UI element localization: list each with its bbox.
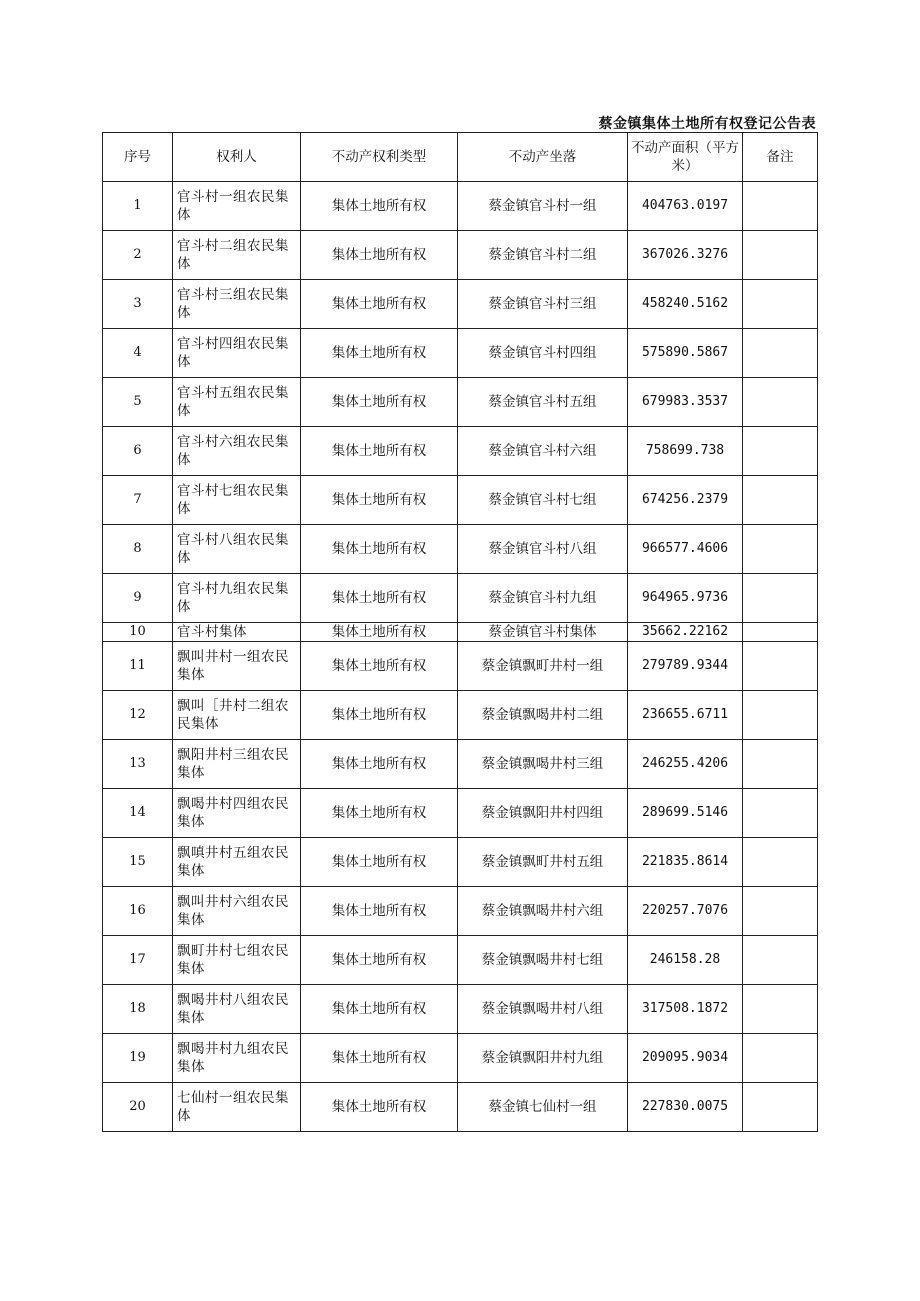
cell-location: 蔡金镇飘喝井村二组 xyxy=(458,691,628,740)
cell-no: 19 xyxy=(103,1034,173,1083)
cell-area: 317508.1872 xyxy=(628,985,743,1034)
cell-no: 2 xyxy=(103,231,173,280)
cell-type: 集体土地所有权 xyxy=(301,182,458,231)
cell-type: 集体土地所有权 xyxy=(301,985,458,1034)
cell-type: 集体土地所有权 xyxy=(301,1083,458,1132)
cell-no: 4 xyxy=(103,329,173,378)
cell-type: 集体土地所有权 xyxy=(301,887,458,936)
cell-no: 7 xyxy=(103,476,173,525)
cell-owner: 官斗村集体 xyxy=(173,623,301,642)
cell-owner: 七仙村一组农民集体 xyxy=(173,1083,301,1132)
cell-owner: 官斗村三组农民集体 xyxy=(173,280,301,329)
cell-no: 5 xyxy=(103,378,173,427)
table-row xyxy=(103,623,818,642)
table-row xyxy=(103,1083,818,1132)
cell-area: 279789.9344 xyxy=(628,642,743,691)
cell-location: 蔡金镇官斗村二组 xyxy=(458,231,628,280)
cell-note xyxy=(743,574,818,623)
cell-note xyxy=(743,1083,818,1132)
table-row xyxy=(103,476,818,525)
cell-type: 集体土地所有权 xyxy=(301,525,458,574)
table-row xyxy=(103,740,818,789)
cell-area: 221835.8614 xyxy=(628,838,743,887)
cell-location: 蔡金镇飘喝井村八组 xyxy=(458,985,628,1034)
cell-no: 16 xyxy=(103,887,173,936)
table-row xyxy=(103,231,818,280)
cell-note xyxy=(743,740,818,789)
cell-no: 12 xyxy=(103,691,173,740)
cell-no: 14 xyxy=(103,789,173,838)
cell-no: 20 xyxy=(103,1083,173,1132)
cell-type: 集体土地所有权 xyxy=(301,329,458,378)
cell-owner: 飘嗔井村五组农民集体 xyxy=(173,838,301,887)
table-row xyxy=(103,280,818,329)
cell-no: 9 xyxy=(103,574,173,623)
cell-area: 246158.28 xyxy=(628,936,743,985)
cell-note xyxy=(743,985,818,1034)
header-no: 序号 xyxy=(103,133,173,182)
cell-area: 246255.4206 xyxy=(628,740,743,789)
header-type: 不动产权利类型 xyxy=(301,133,458,182)
cell-type: 集体土地所有权 xyxy=(301,838,458,887)
table-row xyxy=(103,427,818,476)
cell-note xyxy=(743,936,818,985)
cell-area: 209095.9034 xyxy=(628,1034,743,1083)
cell-type: 集体土地所有权 xyxy=(301,623,458,642)
cell-location: 蔡金镇飘喝井村七组 xyxy=(458,936,628,985)
table-row xyxy=(103,525,818,574)
cell-note xyxy=(743,789,818,838)
cell-type: 集体土地所有权 xyxy=(301,1034,458,1083)
table-row xyxy=(103,1034,818,1083)
cell-owner: 官斗村八组农民集体 xyxy=(173,525,301,574)
cell-no: 8 xyxy=(103,525,173,574)
cell-note xyxy=(743,280,818,329)
cell-type: 集体土地所有权 xyxy=(301,740,458,789)
cell-location: 蔡金镇官斗村六组 xyxy=(458,427,628,476)
cell-owner: 官斗村九组农民集体 xyxy=(173,574,301,623)
cell-owner: 飘叫井村六组农民集体 xyxy=(173,887,301,936)
cell-no: 10 xyxy=(103,623,173,642)
cell-type: 集体土地所有权 xyxy=(301,427,458,476)
cell-no: 17 xyxy=(103,936,173,985)
table-row xyxy=(103,936,818,985)
cell-owner: 官斗村七组农民集体 xyxy=(173,476,301,525)
table-row xyxy=(103,691,818,740)
cell-location: 蔡金镇飘喝井村六组 xyxy=(458,887,628,936)
cell-note xyxy=(743,642,818,691)
cell-note xyxy=(743,887,818,936)
cell-type: 集体土地所有权 xyxy=(301,574,458,623)
cell-area: 35662.22162 xyxy=(628,623,743,642)
cell-location: 蔡金镇七仙村一组 xyxy=(458,1083,628,1132)
cell-owner: 官斗村五组农民集体 xyxy=(173,378,301,427)
cell-no: 18 xyxy=(103,985,173,1034)
cell-type: 集体土地所有权 xyxy=(301,642,458,691)
cell-area: 220257.7076 xyxy=(628,887,743,936)
header-area: 不动产面积（平方米） xyxy=(628,133,743,182)
cell-note xyxy=(743,427,818,476)
cell-note xyxy=(743,182,818,231)
cell-location: 蔡金镇官斗村七组 xyxy=(458,476,628,525)
table-row xyxy=(103,838,818,887)
cell-area: 404763.0197 xyxy=(628,182,743,231)
cell-area: 236655.6711 xyxy=(628,691,743,740)
cell-note xyxy=(743,378,818,427)
cell-location: 蔡金镇官斗村四组 xyxy=(458,329,628,378)
cell-owner: 飘喝井村八组农民集体 xyxy=(173,985,301,1034)
header-location: 不动产坐落 xyxy=(458,133,628,182)
cell-owner: 飘町井村七组农民集体 xyxy=(173,936,301,985)
table-row xyxy=(103,985,818,1034)
table-row xyxy=(103,378,818,427)
cell-type: 集体土地所有权 xyxy=(301,476,458,525)
cell-owner: 飘喝井村九组农民集体 xyxy=(173,1034,301,1083)
cell-type: 集体土地所有权 xyxy=(301,691,458,740)
cell-location: 蔡金镇官斗村八组 xyxy=(458,525,628,574)
table-row xyxy=(103,887,818,936)
cell-no: 13 xyxy=(103,740,173,789)
cell-note xyxy=(743,329,818,378)
cell-owner: 飘叫井村一组农民集体 xyxy=(173,642,301,691)
cell-location: 蔡金镇飘町井村五组 xyxy=(458,838,628,887)
table-row xyxy=(103,642,818,691)
cell-area: 458240.5162 xyxy=(628,280,743,329)
cell-area: 367026.3276 xyxy=(628,231,743,280)
table-row xyxy=(103,789,818,838)
cell-owner: 官斗村六组农民集体 xyxy=(173,427,301,476)
table-header-row xyxy=(103,133,818,182)
cell-area: 289699.5146 xyxy=(628,789,743,838)
registration-table xyxy=(102,132,818,1132)
cell-note xyxy=(743,476,818,525)
cell-type: 集体土地所有权 xyxy=(301,231,458,280)
cell-note xyxy=(743,231,818,280)
cell-location: 蔡金镇官斗村五组 xyxy=(458,378,628,427)
cell-area: 966577.4606 xyxy=(628,525,743,574)
cell-area: 227830.0075 xyxy=(628,1083,743,1132)
cell-owner: 飘喝井村四组农民集体 xyxy=(173,789,301,838)
cell-type: 集体土地所有权 xyxy=(301,936,458,985)
cell-type: 集体土地所有权 xyxy=(301,789,458,838)
cell-type: 集体土地所有权 xyxy=(301,378,458,427)
cell-no: 6 xyxy=(103,427,173,476)
cell-no: 15 xyxy=(103,838,173,887)
cell-note xyxy=(743,691,818,740)
header-note: 备注 xyxy=(743,133,818,182)
cell-location: 蔡金镇官斗村集体 xyxy=(458,623,628,642)
cell-location: 蔡金镇官斗村一组 xyxy=(458,182,628,231)
cell-owner: 飘阳井村三组农民集体 xyxy=(173,740,301,789)
cell-area: 679983.3537 xyxy=(628,378,743,427)
cell-type: 集体土地所有权 xyxy=(301,280,458,329)
cell-no: 3 xyxy=(103,280,173,329)
cell-note xyxy=(743,623,818,642)
table-row xyxy=(103,329,818,378)
cell-owner: 官斗村二组农民集体 xyxy=(173,231,301,280)
cell-note xyxy=(743,525,818,574)
cell-note xyxy=(743,838,818,887)
cell-location: 蔡金镇官斗村九组 xyxy=(458,574,628,623)
cell-location: 蔡金镇飘阳井村四组 xyxy=(458,789,628,838)
cell-no: 1 xyxy=(103,182,173,231)
cell-area: 575890.5867 xyxy=(628,329,743,378)
cell-owner: 官斗村一组农民集体 xyxy=(173,182,301,231)
cell-location: 蔡金镇官斗村三组 xyxy=(458,280,628,329)
cell-area: 674256.2379 xyxy=(628,476,743,525)
cell-area: 758699.738 xyxy=(628,427,743,476)
table-row xyxy=(103,182,818,231)
header-owner: 权利人 xyxy=(173,133,301,182)
table-row xyxy=(103,574,818,623)
cell-owner: 官斗村四组农民集体 xyxy=(173,329,301,378)
cell-location: 蔡金镇飘町井村一组 xyxy=(458,642,628,691)
cell-location: 蔡金镇飘阳井村九组 xyxy=(458,1034,628,1083)
cell-area: 964965.9736 xyxy=(628,574,743,623)
cell-no: 11 xyxy=(103,642,173,691)
page-title: 蔡金镇集体土地所有权登记公告表 xyxy=(598,116,816,132)
cell-location: 蔡金镇飘喝井村三组 xyxy=(458,740,628,789)
cell-note xyxy=(743,1034,818,1083)
cell-owner: 飘叫［井村二组农民集体 xyxy=(173,691,301,740)
